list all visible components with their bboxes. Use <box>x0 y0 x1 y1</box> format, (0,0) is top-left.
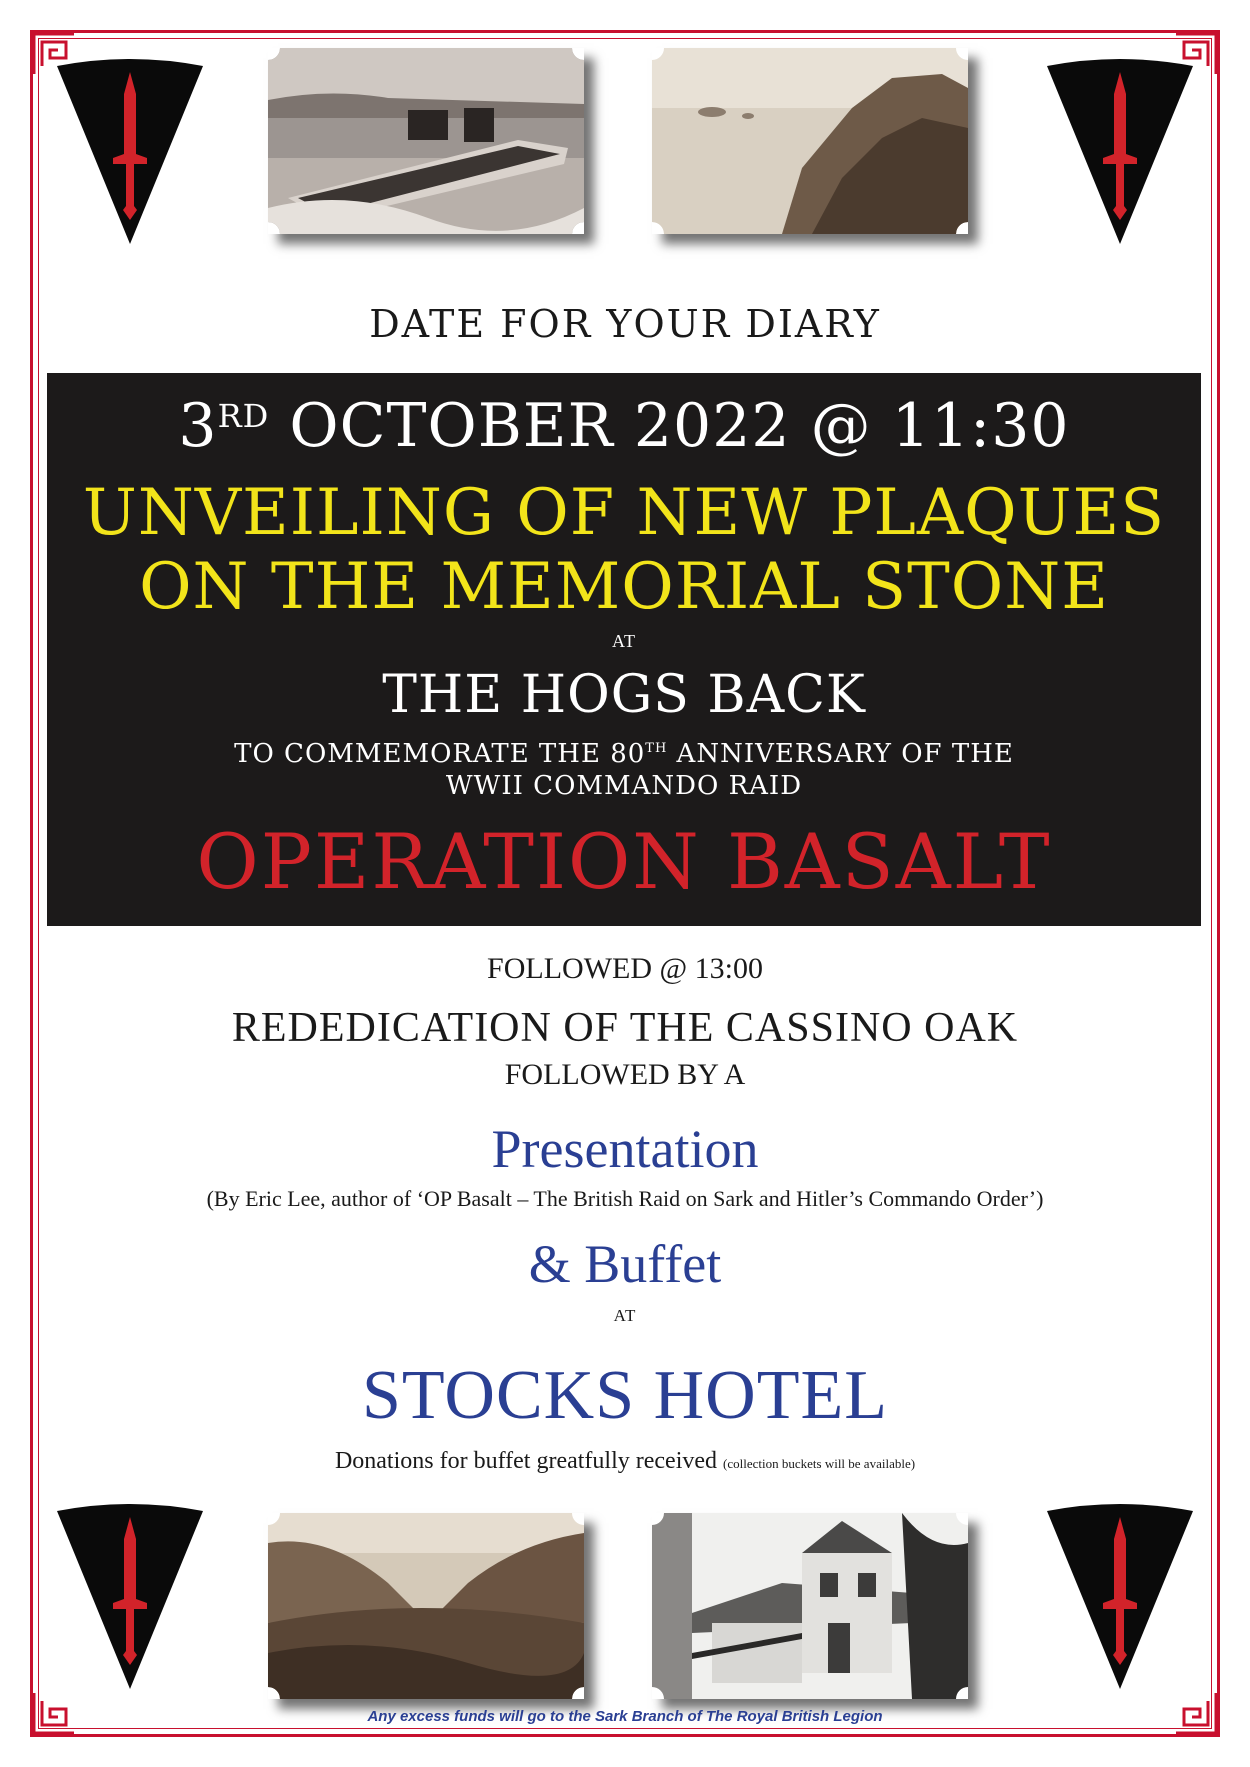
hotel-photo <box>652 1513 968 1699</box>
at-label-venue: AT <box>613 1306 637 1325</box>
event-location: THE HOGS BACK <box>382 665 866 725</box>
donations-note: Donations for buffet greatfully received (collection buckets will be available) <box>334 1448 916 1474</box>
venue-name: STOCKS HOTEL <box>361 1357 889 1434</box>
followed-by: FOLLOWED BY A <box>504 1058 746 1091</box>
commando-dagger-icon <box>55 1503 205 1691</box>
diary-heading: DATE FOR YOUR DIARY <box>369 302 881 346</box>
commando-dagger-icon <box>1045 58 1195 246</box>
buffet-heading: & Buffet <box>528 1234 722 1294</box>
commemorate-line2: WWII COMMANDO RAID <box>445 771 803 801</box>
valley-photo <box>268 1513 584 1699</box>
commando-dagger-icon <box>55 58 205 246</box>
at-label: AT <box>612 631 636 651</box>
event-title-line1: UNVEILING OF NEW PLAQUES <box>82 476 1166 550</box>
event-date: 3RD OCTOBER 2022 @ 11:30 <box>178 391 1070 461</box>
rededication-heading: REDEDICATION OF THE CASSINO OAK <box>231 1005 1019 1051</box>
commando-dagger-icon <box>1045 1503 1195 1691</box>
commemorate-line1: TO COMMEMORATE THE 80TH ANNIVERSARY OF THE <box>234 739 1014 769</box>
donations-small-note: (collection buckets will be available) <box>723 1456 916 1471</box>
event-title-line2: ON THE MEMORIAL STONE <box>139 550 1109 624</box>
operation-name: OPERATION BASALT <box>196 817 1052 906</box>
boat-photo <box>268 48 584 234</box>
presentation-byline: (By Eric Lee, author of ‘OP Basalt – The British Raid on Sark and Hitler’s Commando Order’) <box>206 1186 1044 1211</box>
event-panel <box>47 373 1201 926</box>
funds-note: Any excess funds will go to the Sark Branch of The Royal British Legion <box>367 1708 883 1725</box>
followed-time: FOLLOWED @ 13:00 <box>487 952 763 985</box>
cliff-photo <box>652 48 968 234</box>
presentation-heading: Presentation <box>491 1119 759 1179</box>
